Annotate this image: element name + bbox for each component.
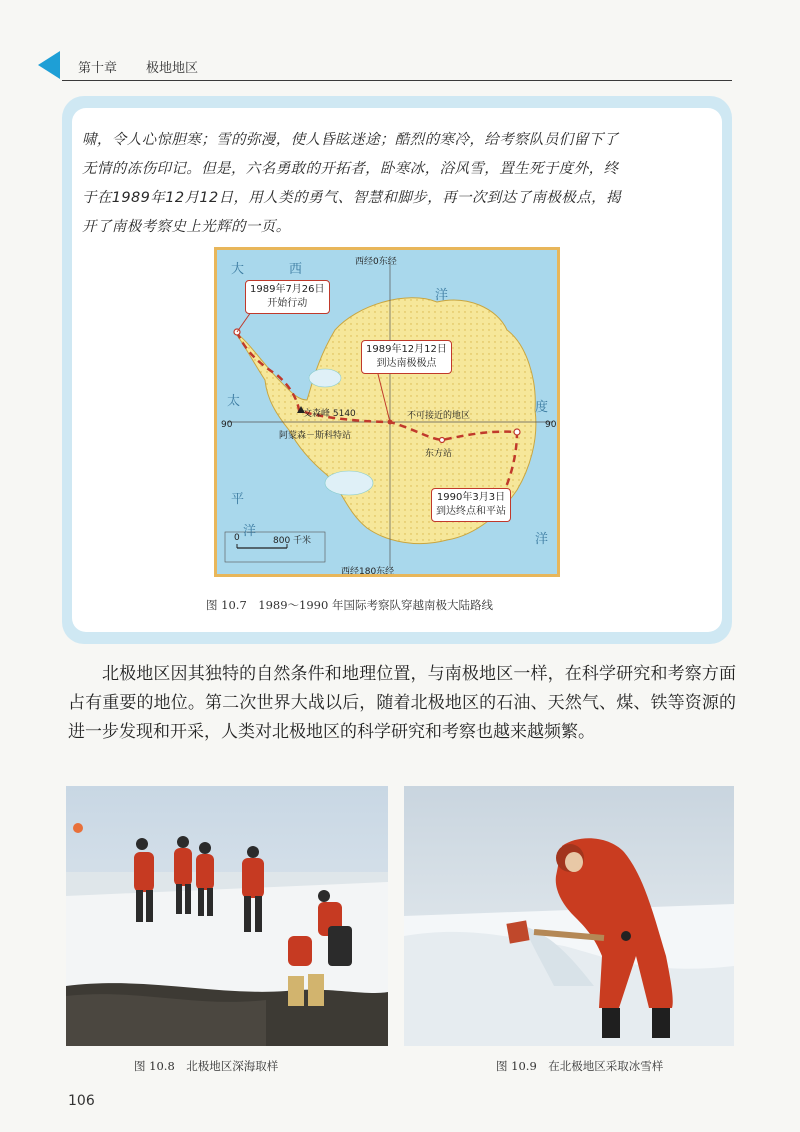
ocean-label: 度 xyxy=(535,400,549,415)
scale-value: 800 千米 xyxy=(273,536,312,546)
photo-graphic xyxy=(66,786,388,1046)
ice-shelf xyxy=(325,471,373,495)
pole-callout-date: 1989年12月12日 xyxy=(366,344,447,355)
start-callout-text: 开始行动 xyxy=(267,298,308,309)
start-callout-date: 1989年7月26日 xyxy=(250,284,325,295)
antarctic-route-map xyxy=(214,247,560,577)
panel-line: 啸，令人心惊胆寒；雪的弥漫，使人昏眩迷途；酷烈的寒冷，给考察队员们留下了 xyxy=(82,132,619,148)
chapter-tab-marker xyxy=(38,51,60,79)
ice-shelf xyxy=(309,369,341,387)
end-callout xyxy=(431,488,511,522)
panel-line: 于在1989年12月12日，用人类的勇气、智慧和脚步，再一次到达了南极极点，揭 xyxy=(82,190,621,206)
figure-caption-10-9: 图 10.9 在北极地区采取冰雪样 xyxy=(496,1059,664,1073)
start-callout xyxy=(245,280,330,314)
photo-graphic xyxy=(404,786,734,1046)
panel-line: 开了南极考察史上光辉的一页。 xyxy=(82,219,291,235)
map-bottom-label: 西经180东经 xyxy=(341,567,395,577)
pole-callout xyxy=(361,340,452,374)
ocean-label: 平 xyxy=(231,492,245,507)
ocean-label: 大 xyxy=(231,262,245,277)
inaccessible-label: 不可接近的地区 xyxy=(407,411,471,421)
ocean-label: 洋 xyxy=(243,524,257,539)
panel-text xyxy=(82,126,718,242)
ocean-label: 太 xyxy=(227,394,241,409)
map-left-90: 90 xyxy=(221,420,233,430)
end-callout-text: 到达终点和平站 xyxy=(436,506,506,517)
dongfang-point xyxy=(440,438,445,443)
map-top-label: 西经0东经 xyxy=(355,257,397,267)
chapter-title: 极地地区 xyxy=(146,61,199,76)
panel-line: 无情的冻伤印记。但是，六名勇敢的开拓者，卧寒冰，浴风雪，置生死于度外，终 xyxy=(82,161,619,177)
end-callout-date: 1990年3月3日 xyxy=(436,492,506,503)
end-point xyxy=(514,429,520,435)
pole-callout-text: 到达南极极点 xyxy=(376,358,437,369)
chapter-label: 第十章 xyxy=(78,61,118,76)
body-paragraph: 北极地区因其独特的自然条件和地理位置，与南极地区一样，在科学研究和考察方面占有重要的地位。第二次世界大战以后，随着北极地区的石油、天然气、煤、铁等资源的进一步发现和开采，人类对北极地区的科学研究和考察也越来越频繁。 xyxy=(68,664,736,742)
body-text xyxy=(68,660,736,747)
dongfang-label: 东方站 xyxy=(425,449,453,459)
header-rule xyxy=(62,80,732,81)
figure-caption-10-7: 图 10.7 1989～1990 年国际考察队穿越南极大陆路线 xyxy=(206,598,493,612)
ocean-label: 洋 xyxy=(535,532,549,547)
figure-caption-10-8: 图 10.8 北极地区深海取样 xyxy=(134,1059,279,1073)
peak-label: 文森峰 5140 xyxy=(303,409,356,419)
ocean-label: 西 xyxy=(289,262,303,277)
scale-zero: 0 xyxy=(234,533,240,543)
map-right-90: 90 xyxy=(545,420,557,430)
ocean-label: 洋 xyxy=(435,288,449,303)
photo-ice-snow-sampling xyxy=(404,786,734,1046)
station-label: 阿蒙森－斯科特站 xyxy=(279,431,352,441)
page-number: 106 xyxy=(68,1093,95,1109)
photo-deep-sea-sampling xyxy=(66,786,388,1046)
page-header xyxy=(0,42,800,86)
